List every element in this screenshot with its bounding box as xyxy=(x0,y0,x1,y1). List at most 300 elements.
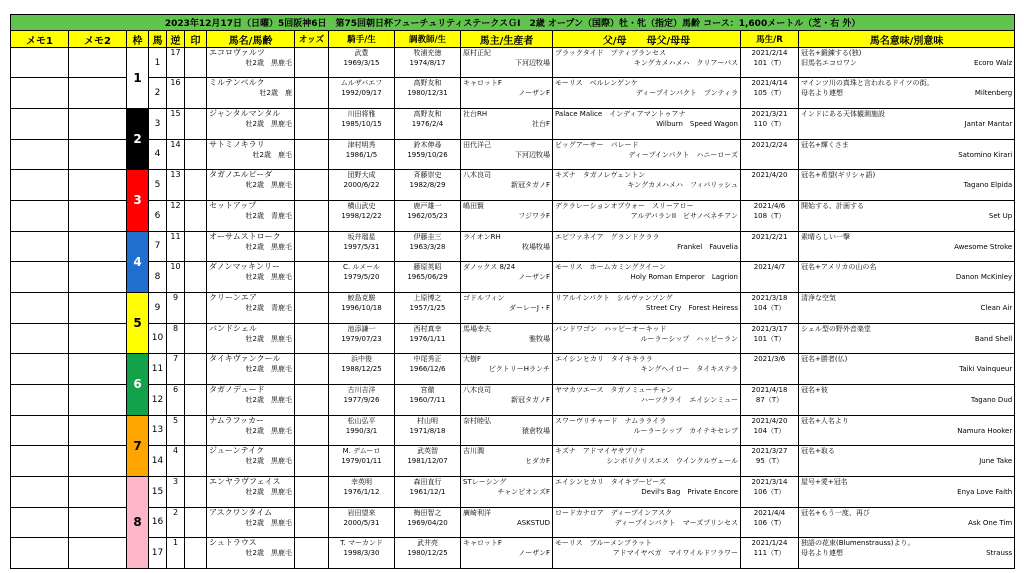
memo1-cell[interactable] xyxy=(11,139,69,170)
trainer-birth: 1982/8/29 xyxy=(409,181,446,190)
trainer-cell xyxy=(395,109,461,140)
jockey-birth: 1979/5/20 xyxy=(343,273,380,282)
pedigree-cell xyxy=(553,262,741,293)
owner-name: 奈村睦弘 xyxy=(463,416,491,425)
damsire-damdam xyxy=(553,334,740,344)
header-row xyxy=(11,31,1015,47)
meaning-cell xyxy=(799,507,1015,538)
jockey-name: 岩田望来 xyxy=(347,508,376,517)
sire-dam xyxy=(553,232,740,242)
trainer-birth: 1974/8/17 xyxy=(409,58,446,67)
memo2-cell[interactable] xyxy=(69,323,127,354)
reverse-number: 9 xyxy=(167,292,185,323)
memo1-cell[interactable] xyxy=(11,78,69,109)
birth-cell xyxy=(741,354,799,385)
trainer-name: 鹿戸雄一 xyxy=(413,201,442,210)
memo2-cell[interactable] xyxy=(69,384,127,415)
reverse-number: 10 xyxy=(167,262,185,293)
jockey-birth: 1979/07/23 xyxy=(341,334,382,343)
mark-cell[interactable] xyxy=(185,292,207,323)
dam: シルヴァンソング xyxy=(616,293,673,302)
jockey-cell xyxy=(329,139,395,170)
memo2-cell[interactable] xyxy=(69,47,127,78)
mark-cell[interactable] xyxy=(185,170,207,201)
memo2-cell[interactable] xyxy=(69,446,127,477)
memo2-cell[interactable] xyxy=(69,109,127,140)
mark-cell[interactable] xyxy=(185,139,207,170)
birth-cell xyxy=(741,262,799,293)
horse-row xyxy=(11,170,1015,201)
trainer-cell xyxy=(395,384,461,415)
mark-cell[interactable] xyxy=(185,507,207,538)
horse-row xyxy=(11,415,1015,446)
trainer-cell xyxy=(395,538,461,569)
trainer-name: 宮徹 xyxy=(420,385,435,394)
jockey-cell xyxy=(329,446,395,477)
name-meaning-alt: 旧馬名エコロワン xyxy=(801,58,857,67)
coat-color: 黒鹿毛 xyxy=(271,242,292,251)
owner-name: 吉川潤 xyxy=(463,447,484,456)
coat-color: 黒鹿毛 xyxy=(271,395,292,404)
memo2-cell[interactable] xyxy=(69,476,127,507)
horse-row xyxy=(11,476,1015,507)
horse-row xyxy=(11,139,1015,170)
sex-age-color xyxy=(207,211,294,221)
trainer-birth: 1957/1/25 xyxy=(409,303,446,312)
birth-date: 2021/1/24 xyxy=(751,539,788,548)
jockey-cell xyxy=(329,323,395,354)
sex-age-color xyxy=(207,518,294,528)
breeder-name: ピクトリーHランチ xyxy=(488,365,550,374)
pedigree-cell xyxy=(553,170,741,201)
owner-cell xyxy=(461,139,553,170)
mark-cell[interactable] xyxy=(185,47,207,78)
owner-cell xyxy=(461,354,553,385)
reverse-number: 14 xyxy=(167,139,185,170)
mark-cell[interactable] xyxy=(185,415,207,446)
meaning-cell xyxy=(799,446,1015,477)
memo1-cell[interactable] xyxy=(11,323,69,354)
name-meaning: 冠名+鍛錬する(独) xyxy=(801,48,862,57)
memo1-cell[interactable] xyxy=(11,109,69,140)
memo1-cell[interactable] xyxy=(11,292,69,323)
trainer-cell xyxy=(395,292,461,323)
mark-cell[interactable] xyxy=(185,323,207,354)
odds-cell[interactable] xyxy=(295,231,329,262)
coat-color: 黒鹿毛 xyxy=(271,365,292,374)
coat-color: 黒鹿毛 xyxy=(271,334,292,343)
sire: ロードカナロア xyxy=(555,508,604,517)
odds-cell[interactable] xyxy=(295,446,329,477)
rating xyxy=(741,364,798,374)
horse-name: オーサムストローク xyxy=(209,231,281,241)
owner-name: STレーシング xyxy=(463,477,507,486)
name-english: Set Up xyxy=(988,211,1013,220)
jockey-cell xyxy=(329,507,395,538)
meaning-cell xyxy=(799,139,1015,170)
name-age-cell xyxy=(207,292,295,323)
trainer-name: 上原博之 xyxy=(413,293,442,302)
dam: ハッピーオーキッド xyxy=(604,324,667,333)
odds-cell[interactable] xyxy=(295,354,329,385)
sex-age-color xyxy=(207,334,294,344)
owner-cell xyxy=(461,323,553,354)
owner-name: 廣崎利洋 xyxy=(463,508,491,517)
owner-cell xyxy=(461,262,553,293)
trainer-cell xyxy=(395,446,461,477)
trainer-name: 村山明 xyxy=(417,416,438,425)
owner-name: ダノックス 8/24 xyxy=(463,263,516,272)
odds-cell[interactable] xyxy=(295,476,329,507)
damdam: Lagrion xyxy=(711,273,738,282)
horse-number: 10 xyxy=(149,323,167,354)
memo2-cell[interactable] xyxy=(69,262,127,293)
pedigree-cell xyxy=(553,323,741,354)
memo2-cell[interactable] xyxy=(69,354,127,385)
birth-cell xyxy=(741,139,799,170)
coat-color: 黒鹿毛 xyxy=(271,487,292,496)
owner-name: キャロットF xyxy=(463,79,502,88)
header-uma: 馬 xyxy=(149,31,167,47)
jockey-birth: 1986/1/5 xyxy=(345,150,378,159)
horse-name: シュトラウス xyxy=(209,538,257,548)
trainer-cell xyxy=(395,139,461,170)
dam: ホームカミングクイーン xyxy=(589,263,666,272)
sex-age-color xyxy=(207,88,294,98)
birth-date: 2021/3/6 xyxy=(753,355,786,364)
coat-color: 青鹿毛 xyxy=(271,211,292,220)
dam: パレード xyxy=(610,140,639,149)
odds-cell[interactable] xyxy=(295,78,329,109)
horse-name: ジャンタルマンタル xyxy=(209,109,281,118)
mark-cell[interactable] xyxy=(185,109,207,140)
damdam: マイワイルドフラワー xyxy=(668,549,738,558)
damsire: ディープインパクト xyxy=(628,150,690,159)
trainer-cell xyxy=(395,415,461,446)
jockey-birth: 1998/3/30 xyxy=(343,549,380,558)
frame-number: 6 xyxy=(127,354,149,415)
memo1-cell[interactable] xyxy=(11,200,69,231)
pedigree-cell xyxy=(553,415,741,446)
odds-cell[interactable] xyxy=(295,415,329,446)
trainer-name: 牧浦充徳 xyxy=(413,48,442,57)
breeder-name: ノーザンF xyxy=(518,89,550,98)
name-meaning: 開始する、計画する xyxy=(801,201,864,210)
pedigree-cell xyxy=(553,476,741,507)
odds-cell[interactable] xyxy=(295,292,329,323)
mark-cell[interactable] xyxy=(185,476,207,507)
odds-cell[interactable] xyxy=(295,139,329,170)
header-gyaku: 逆 xyxy=(167,31,185,47)
meaning-line2 xyxy=(799,88,1014,98)
damsire: ハーツクライ xyxy=(640,395,683,404)
sire-dam xyxy=(553,538,740,548)
memo1-cell[interactable] xyxy=(11,538,69,569)
memo2-cell[interactable] xyxy=(69,170,127,201)
frame-number: 2 xyxy=(127,109,149,170)
reverse-number: 3 xyxy=(167,476,185,507)
horse-row xyxy=(11,109,1015,140)
coat-color: 黒鹿毛 xyxy=(271,120,292,128)
owner-cell xyxy=(461,78,553,109)
name-english: Ecoro Walz xyxy=(974,58,1013,67)
jockey-cell xyxy=(329,384,395,415)
owner-cell xyxy=(461,292,553,323)
jockey-birth: 1979/01/11 xyxy=(341,457,382,466)
sire: スワーヴリチャード xyxy=(555,416,618,425)
name-age-cell xyxy=(207,139,295,170)
name-age-cell xyxy=(207,170,295,201)
birth-cell xyxy=(741,323,799,354)
trainer-cell xyxy=(395,323,461,354)
odds-cell[interactable] xyxy=(295,200,329,231)
dam: スリーアロー xyxy=(651,201,694,210)
rating: 105（T） xyxy=(753,89,786,98)
memo1-cell[interactable] xyxy=(11,384,69,415)
odds-cell[interactable] xyxy=(295,170,329,201)
damsire-damdam xyxy=(553,88,740,98)
mark-cell[interactable] xyxy=(185,78,207,109)
rating xyxy=(741,242,798,252)
trainer-cell xyxy=(395,354,461,385)
coat-color: 黒鹿毛 xyxy=(271,457,292,466)
rating: 111（T） xyxy=(753,549,786,558)
jockey-name: 松山弘平 xyxy=(347,416,376,425)
odds-cell[interactable] xyxy=(295,384,329,415)
horse-number: 9 xyxy=(149,292,167,323)
name-age-cell xyxy=(207,476,295,507)
jockey-birth: 2000/5/31 xyxy=(343,518,380,527)
damdam: マーズプリンセス xyxy=(682,518,738,527)
memo2-cell[interactable] xyxy=(69,231,127,262)
memo1-cell[interactable] xyxy=(11,47,69,78)
meaning-line2 xyxy=(799,180,1014,190)
odds-cell[interactable] xyxy=(295,538,329,569)
trainer-cell xyxy=(395,262,461,293)
dam: プティプランセス xyxy=(610,48,667,57)
horse-number: 15 xyxy=(149,476,167,507)
jockey-cell xyxy=(329,170,395,201)
memo2-cell[interactable] xyxy=(69,507,127,538)
dam: インディアマントゥアナ xyxy=(609,110,686,118)
pedigree-cell xyxy=(553,47,741,78)
odds-cell[interactable] xyxy=(295,262,329,293)
jockey-name: M. デムーロ xyxy=(342,447,381,456)
owner-name: ライオンRH xyxy=(463,232,501,241)
owner-cell xyxy=(461,476,553,507)
trainer-cell xyxy=(395,78,461,109)
meaning-line2 xyxy=(799,334,1014,344)
owner-cell xyxy=(461,47,553,78)
coat-color: 黒鹿毛 xyxy=(271,518,292,527)
odds-cell[interactable] xyxy=(295,47,329,78)
horse-name: エコロヴァルツ xyxy=(209,47,265,57)
rating: 104（T） xyxy=(753,303,786,312)
frame-number: 5 xyxy=(127,292,149,353)
meaning-line2 xyxy=(799,395,1014,405)
mark-cell[interactable] xyxy=(185,200,207,231)
jockey-birth: 1969/3/15 xyxy=(343,58,380,67)
memo1-cell[interactable] xyxy=(11,262,69,293)
reverse-number: 13 xyxy=(167,170,185,201)
meaning-cell xyxy=(799,476,1015,507)
memo2-cell[interactable] xyxy=(69,415,127,446)
damdam: Fauvelia xyxy=(709,242,738,251)
damsire-damdam xyxy=(553,303,740,313)
horse-number: 8 xyxy=(149,262,167,293)
sex-age: 牡2歳 xyxy=(245,457,264,466)
owner-cell xyxy=(461,538,553,569)
memo1-cell[interactable] xyxy=(11,446,69,477)
reverse-number: 5 xyxy=(167,415,185,446)
sire-dam xyxy=(553,354,740,364)
breeder-name: ヒダカF xyxy=(524,457,550,466)
trainer-name: 高野友和 xyxy=(413,110,442,118)
memo2-cell[interactable] xyxy=(69,292,127,323)
birth-date: 2021/2/21 xyxy=(751,232,788,241)
odds-cell[interactable] xyxy=(295,507,329,538)
breeder-name: 社台F xyxy=(531,120,550,128)
meaning-cell xyxy=(799,200,1015,231)
name-age-cell xyxy=(207,354,295,385)
jockey-name: ムルザバエフ xyxy=(340,79,383,88)
owner-cell xyxy=(461,231,553,262)
coat-color: 黒鹿毛 xyxy=(271,181,292,190)
meaning-cell xyxy=(799,170,1015,201)
horse-row xyxy=(11,262,1015,293)
mark-cell[interactable] xyxy=(185,538,207,569)
meaning-cell xyxy=(799,78,1015,109)
pedigree-cell xyxy=(553,384,741,415)
damsire: Holy Roman Emperor xyxy=(630,273,705,282)
name-meaning: 冠名+人名より xyxy=(801,416,849,425)
jockey-birth: 1996/10/18 xyxy=(341,303,382,312)
odds-cell[interactable] xyxy=(295,323,329,354)
memo1-cell[interactable] xyxy=(11,507,69,538)
mark-cell[interactable] xyxy=(185,262,207,293)
memo1-cell[interactable] xyxy=(11,476,69,507)
reverse-number: 12 xyxy=(167,200,185,231)
birth-date: 2021/3/14 xyxy=(751,477,788,486)
jockey-birth: 1998/12/22 xyxy=(341,211,382,220)
header-trainer: 調教師/生 xyxy=(395,31,461,47)
header-meaning: 馬名意味/別意味 xyxy=(799,31,1015,47)
memo2-cell[interactable] xyxy=(69,139,127,170)
pedigree-cell xyxy=(553,139,741,170)
sex-age: 牝2歳 xyxy=(245,181,264,190)
damsire: Street Cry xyxy=(646,303,682,312)
horse-name: ミルテンベルク xyxy=(209,78,265,88)
owner-cell xyxy=(461,446,553,477)
rating xyxy=(741,180,798,190)
header-owner: 馬主/生産者 xyxy=(461,31,553,47)
memo2-cell[interactable] xyxy=(69,538,127,569)
birth-date: 2021/3/17 xyxy=(751,324,788,333)
memo1-cell[interactable] xyxy=(11,231,69,262)
sire-dam xyxy=(553,324,740,334)
jockey-name: 浜中俊 xyxy=(351,355,372,364)
meaning-cell xyxy=(799,415,1015,446)
owner-name: 八木良司 xyxy=(463,385,491,394)
sire: キズナ xyxy=(555,447,576,456)
sire-dam xyxy=(553,262,740,272)
name-english: Strauss xyxy=(986,549,1013,558)
sex-age: 牡2歳 xyxy=(259,89,278,98)
damsire-damdam xyxy=(553,426,740,436)
header-memo1: メモ1 xyxy=(11,31,69,47)
memo2-cell[interactable] xyxy=(69,200,127,231)
meaning-line2 xyxy=(799,303,1014,313)
dam: タガノレヴェントン xyxy=(582,171,646,180)
sex-age-color xyxy=(207,150,294,160)
sire-dam xyxy=(553,48,740,58)
sire: バンドワゴン xyxy=(555,324,597,333)
sire-dam xyxy=(553,201,740,211)
damsire-damdam xyxy=(553,58,740,68)
birth-cell xyxy=(741,47,799,78)
horse-number: 12 xyxy=(149,384,167,415)
dam: ナムラライラ xyxy=(624,416,667,425)
owner-name: キャロットF xyxy=(463,539,502,548)
damsire: Wilburn xyxy=(656,120,683,128)
name-english: Enya Love Faith xyxy=(957,487,1013,496)
damsire-damdam xyxy=(553,272,740,282)
sex-age-color xyxy=(207,303,294,313)
meaning-line2 xyxy=(799,272,1014,282)
name-meaning: 冠名+もう一度、再び xyxy=(801,508,870,517)
memo1-cell[interactable] xyxy=(11,354,69,385)
mark-cell[interactable] xyxy=(185,446,207,477)
sex-age: 牡2歳 xyxy=(245,549,264,558)
coat-color: 青鹿毛 xyxy=(271,303,292,312)
memo2-cell[interactable] xyxy=(69,78,127,109)
sex-age: 牡2歳 xyxy=(245,242,264,251)
coat-color: 鹿毛 xyxy=(278,150,292,159)
name-age-cell xyxy=(207,109,295,140)
horse-row xyxy=(11,231,1015,262)
memo1-cell[interactable] xyxy=(11,170,69,201)
mark-cell[interactable] xyxy=(185,231,207,262)
frame-number: 3 xyxy=(127,170,149,231)
owner-cell xyxy=(461,109,553,140)
damsire: シンボリクリスエス xyxy=(606,457,669,466)
pedigree-cell xyxy=(553,446,741,477)
odds-cell[interactable] xyxy=(295,109,329,140)
birth-date: 2021/3/21 xyxy=(751,110,788,118)
horse-name: ナムラフッカー xyxy=(209,415,265,425)
breeder-name: 雅牧場 xyxy=(529,334,550,343)
horse-name: バンドシェル xyxy=(209,323,257,333)
jockey-name: 幸英明 xyxy=(351,477,372,486)
dam: アドマイヤサブリナ xyxy=(582,447,646,456)
name-age-cell xyxy=(207,538,295,569)
name-meaning: 冠名+輝くさま xyxy=(801,140,849,149)
trainer-name: 斉藤崇史 xyxy=(413,171,442,180)
frame-number: 1 xyxy=(127,47,149,108)
mark-cell[interactable] xyxy=(185,354,207,385)
name-age-cell xyxy=(207,415,295,446)
jockey-name: 池添謙一 xyxy=(347,324,376,333)
jockey-name: 鮫島克駿 xyxy=(347,293,376,302)
sire-dam xyxy=(553,109,740,119)
damsire: ルーラーシップ xyxy=(633,426,683,435)
memo1-cell[interactable] xyxy=(11,415,69,446)
pedigree-cell xyxy=(553,292,741,323)
horse-number: 2 xyxy=(149,78,167,109)
mark-cell[interactable] xyxy=(185,384,207,415)
name-meaning: 素晴らしい一撃 xyxy=(801,232,850,241)
damsire-damdam xyxy=(553,456,740,466)
